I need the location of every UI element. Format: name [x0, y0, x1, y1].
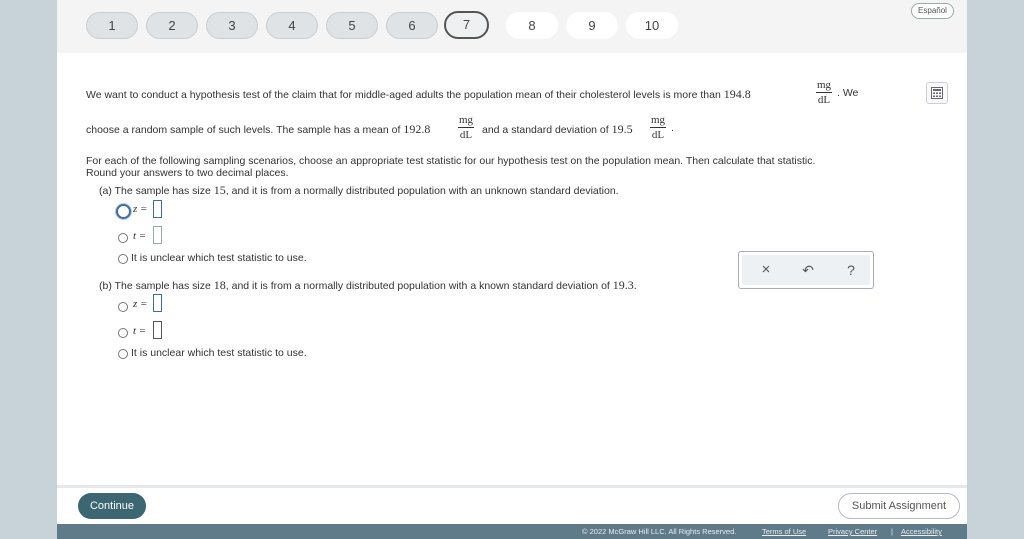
part-b-t-radio[interactable] [118, 328, 128, 338]
footer-separator: | [891, 527, 893, 536]
footer [57, 524, 967, 539]
answer-toolbox-inner [742, 255, 870, 285]
question-3-button[interactable]: 3 [206, 12, 258, 39]
copyright-text: © 2022 McGraw Hill LLC. All Rights Reserved. [582, 527, 737, 536]
unit-denominator: dL [459, 129, 473, 141]
part-b-prompt-mid: , and it is from a normally distributed population with a known standard deviation of [225, 280, 610, 292]
language-toggle[interactable]: Español [911, 3, 954, 19]
question-1-button[interactable]: 1 [86, 12, 138, 39]
unit-numerator: mg [651, 114, 666, 126]
calculator-button[interactable] [926, 82, 948, 104]
part-a-sample-size: 15 [213, 183, 226, 197]
part-b-prompt-end: . [633, 280, 637, 292]
problem-line2-mid-text: and a standard deviation of [482, 124, 609, 136]
part-a-prompt-rest: , and it is from a normally distributed population with an unknown standard deviation. [225, 185, 619, 197]
question-6-button[interactable]: 6 [386, 12, 438, 39]
unit-fraction-3 [650, 114, 666, 141]
question-8-button[interactable]: 8 [506, 12, 558, 39]
question-2-button[interactable]: 2 [146, 12, 198, 39]
instructions-line1: For each of the following sampling scenarios, choose an appropriate test statistic for our hypothesis test on the population mean. Then calculate that statistic. [86, 155, 816, 167]
part-a-z-label: z = [133, 203, 148, 215]
sample-mean: 192.8 [403, 122, 431, 136]
instructions-line2: Round your answers to two decimal places. [86, 167, 289, 179]
part-a-t-input[interactable] [153, 226, 162, 244]
help-icon[interactable]: ? [847, 262, 855, 278]
unit-fraction-1 [816, 79, 832, 106]
undo-icon[interactable]: ↶ [802, 262, 814, 278]
part-a-z-radio[interactable] [116, 204, 131, 219]
question-9-button[interactable]: 9 [566, 12, 618, 39]
problem-line1-text: We want to conduct a hypothesis test of the claim that for middle-aged adults the population mean of their cholesterol levels is more than [86, 89, 721, 101]
question-10-button[interactable]: 10 [626, 12, 678, 39]
part-b-z-input[interactable] [153, 294, 162, 312]
part-b-t-input[interactable] [153, 321, 162, 339]
problem-line2-end: . [671, 122, 674, 134]
clear-icon[interactable]: × [761, 261, 771, 278]
bottom-divider [57, 485, 967, 488]
answer-toolbox [738, 251, 874, 289]
submit-assignment-button[interactable]: Submit Assignment [838, 493, 960, 519]
part-a-t-radio[interactable] [118, 233, 128, 243]
part-b-unclear-label: It is unclear which test statistic to use. [131, 347, 307, 359]
problem-line2-mid [482, 122, 633, 137]
accessibility-link[interactable]: Accessibility [901, 527, 942, 536]
problem-line2-text: choose a random sample of such levels. The sample has a mean of [86, 124, 401, 136]
question-4-button[interactable]: 4 [266, 12, 318, 39]
part-b-sigma: 19.3 [612, 278, 634, 292]
part-a-prompt [99, 183, 619, 198]
part-b-z-radio[interactable] [118, 302, 128, 312]
unit-numerator: mg [459, 114, 474, 126]
part-b-sample-size: 18 [213, 278, 226, 292]
terms-of-use-link[interactable]: Terms of Use [762, 527, 807, 536]
calculator-icon [931, 87, 943, 99]
part-b-z-label: z = [133, 298, 148, 310]
question-5-button[interactable]: 5 [326, 12, 378, 39]
unit-fraction-2 [458, 114, 474, 141]
part-b-prompt-text: (b) The sample has size [99, 280, 211, 292]
part-a-prompt-text: (a) The sample has size [99, 185, 211, 197]
claim-value: 194.8 [723, 87, 751, 101]
problem-line1 [86, 87, 751, 102]
problem-line1-end: . We [837, 87, 859, 99]
unit-denominator: dL [817, 94, 831, 106]
privacy-center-link[interactable]: Privacy Center [828, 527, 878, 536]
continue-button[interactable]: Continue [78, 493, 146, 519]
part-a-z-input[interactable] [153, 200, 162, 218]
part-b-unclear-radio[interactable] [118, 349, 128, 359]
sample-sd: 19.5 [611, 122, 633, 136]
part-a-t-label: t = [133, 230, 147, 242]
part-a-unclear-label: It is unclear which test statistic to use. [131, 252, 307, 264]
question-7-button[interactable]: 7 [444, 11, 489, 39]
unit-numerator: mg [817, 79, 832, 91]
part-b-prompt [99, 278, 637, 293]
part-b-t-label: t = [133, 325, 147, 337]
unit-denominator: dL [651, 129, 665, 141]
problem-line2 [86, 122, 430, 137]
part-a-unclear-radio[interactable] [118, 254, 128, 264]
